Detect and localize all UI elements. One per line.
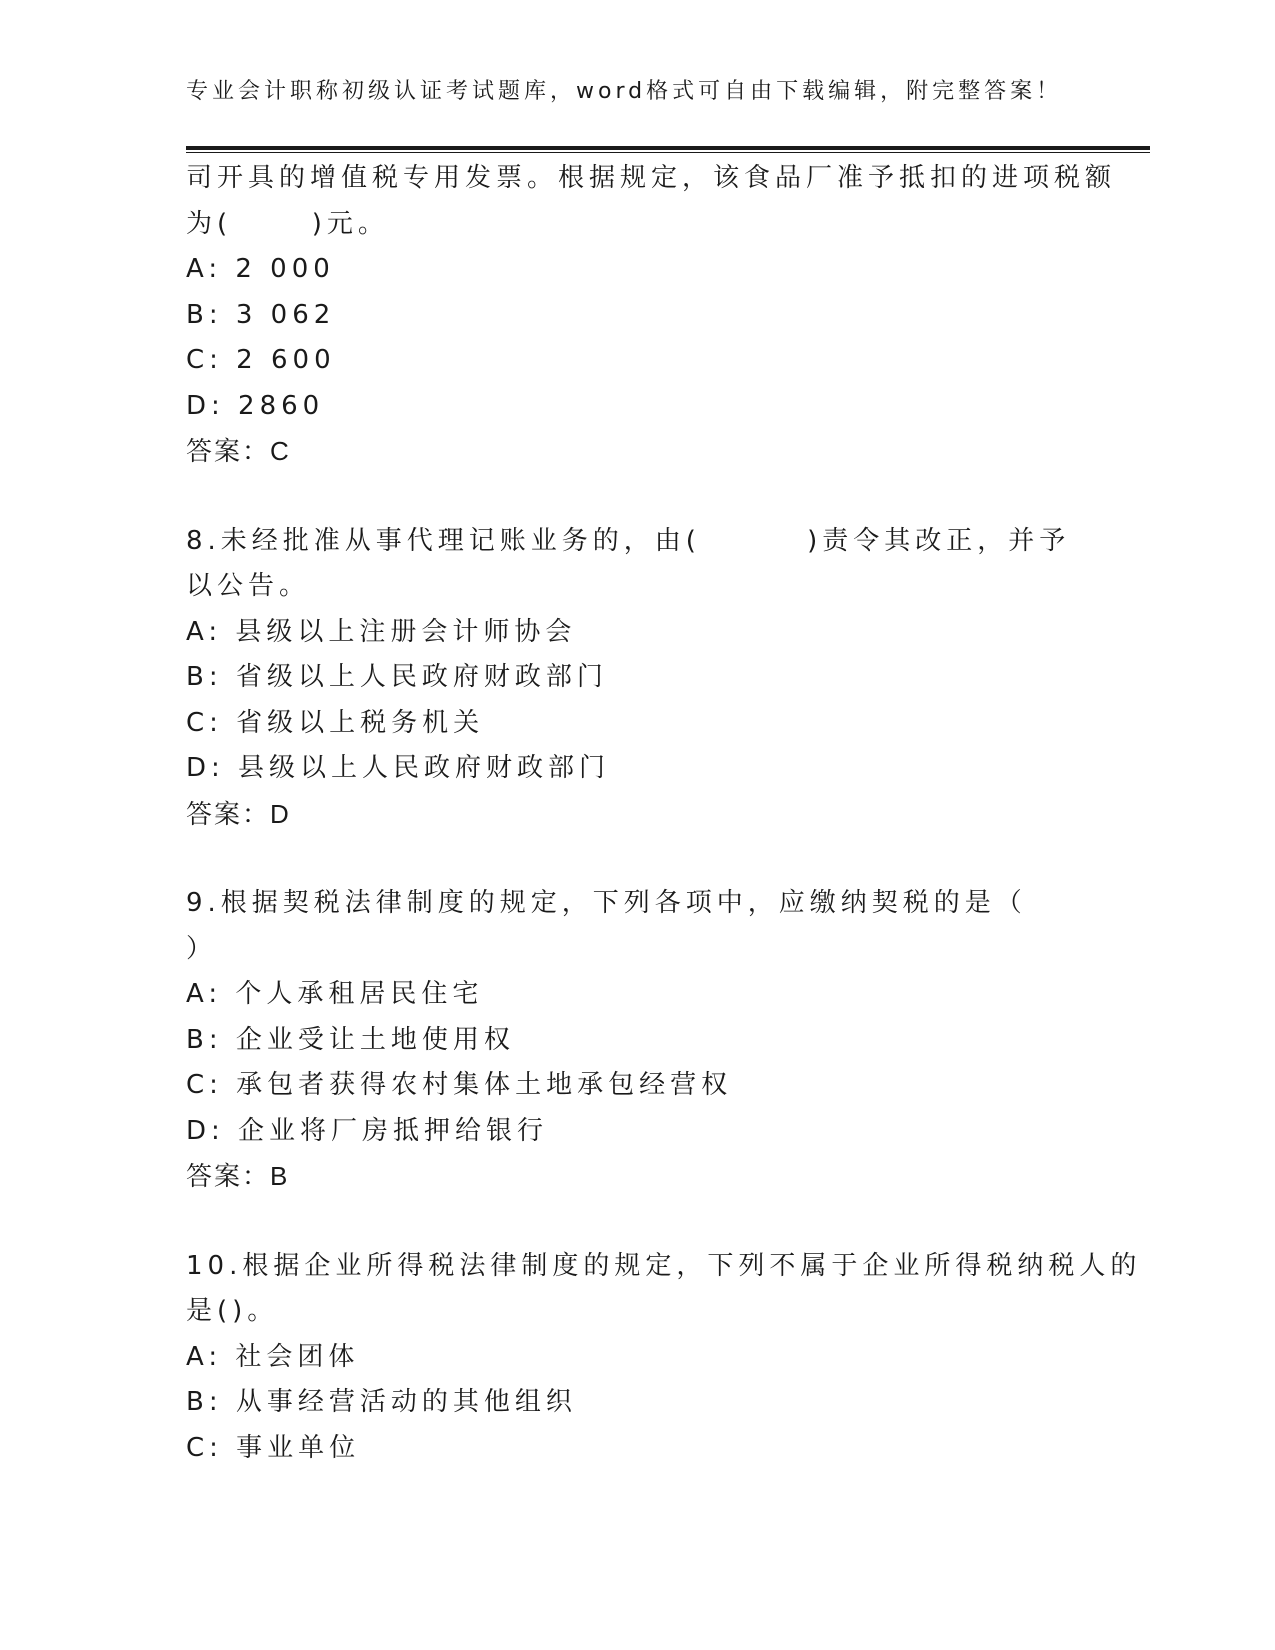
page-header: 专业会计职称初级认证考试题库，word格式可自由下载编辑，附完整答案！ [186, 79, 1063, 104]
option-c: C: 省级以上税务机关 [186, 707, 485, 738]
option-c: C: 事业单位 [186, 1432, 361, 1463]
option-b: B: 企业受让土地使用权 [186, 1024, 515, 1055]
answer: 答案：C [186, 436, 291, 466]
question-stem: 是()。 [186, 1296, 279, 1326]
header-rule-thick [186, 146, 1150, 150]
option-a: A: 县级以上注册会计师协会 [186, 616, 577, 647]
option-a: A: 社会团体 [186, 1341, 360, 1372]
question-stem: 10.根据企业所得税法律制度的规定，下列不属于企业所得税纳税人的 [186, 1250, 1142, 1281]
question-8 [186, 519, 1086, 838]
option-b: B: 省级以上人民政府财政部门 [186, 662, 608, 692]
option-b: B: 从事经营活动的其他组织 [186, 1387, 577, 1417]
option-a: A: 2 000 [186, 254, 335, 284]
option-d: D: 2860 [186, 390, 325, 421]
option-c: C: 承包者获得农村集体土地承包经营权 [186, 1070, 733, 1100]
question-9 [186, 881, 1086, 1200]
option-d: D: 企业将厂房抵押给银行 [186, 1115, 549, 1146]
option-b: B: 3 062 [186, 299, 336, 330]
answer: 答案：D [186, 798, 291, 829]
option-c: C: 2 600 [186, 345, 336, 375]
question-stem: ） [186, 933, 218, 964]
answer: 答案：B [186, 1161, 290, 1191]
option-d: D: 县级以上人民政府财政部门 [186, 753, 611, 783]
document-body [186, 156, 1142, 1471]
header-rule-thin [186, 152, 1150, 153]
question-stem: 司开具的增值税专用发票。根据规定，该食品厂准予抵扣的进项税额 [186, 163, 1117, 193]
question-7 [186, 156, 1117, 475]
question-stem: 以公告。 [186, 571, 311, 601]
option-a: A: 个人承租居民住宅 [186, 979, 484, 1009]
question-stem: 为( )元。 [186, 208, 389, 239]
question-stem: 9.根据契税法律制度的规定，下列各项中，应缴纳契税的是（ [186, 888, 1027, 918]
question-10 [186, 1244, 1142, 1472]
question-stem: 8.未经批准从事代理记账业务的，由( )责令其改正，并予 [186, 525, 1071, 556]
